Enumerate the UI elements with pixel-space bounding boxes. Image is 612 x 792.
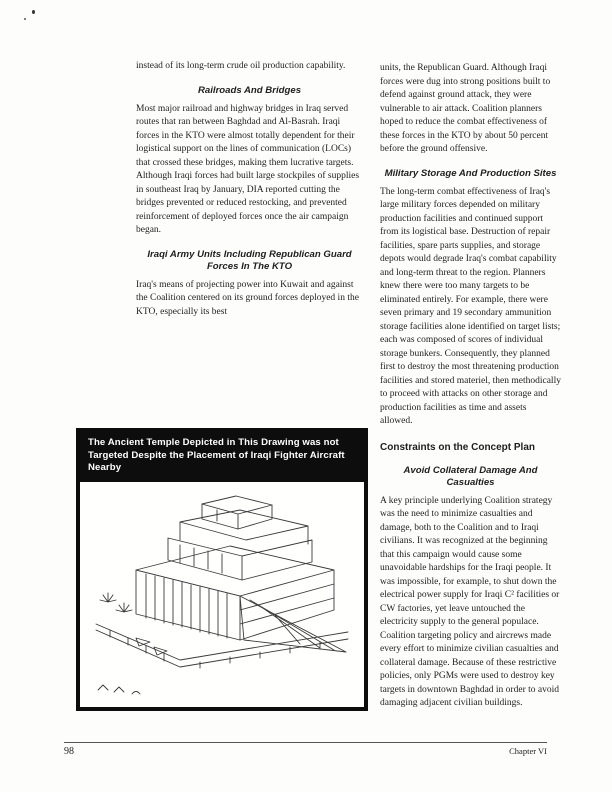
- section-heading-constraints: Constraints on the Concept Plan: [380, 441, 536, 453]
- temple-sketch-svg: [84, 488, 360, 703]
- paragraph-avoid-collateral: A key principle underlying Coalition strategy was the need to minimize casualties and damage, both to the Coalition and to Iraqi civilians. It was recognized at the beginning that this campaign would cause some unavoidable hardships for the Iraqi people. It was impossible, for example, to shut down the electrical power supply for Iraqi C² facilities or CW factories, yet leave untouched the electricity supply to the general populace. Coalition targeting policy and aircrews made every effort to minimize civilian casualties and collateral damage. Because of these restrictive policies, only PGMs were used to destroy key targets in downtown Baghdad in order to avoid damaging adjacent civilian buildings.: [380, 495, 560, 708]
- temple-drawing: [80, 482, 364, 707]
- page-footer: [64, 742, 547, 757]
- left-column: [136, 60, 363, 321]
- temple-figure: [76, 428, 368, 711]
- scan-speck: [32, 10, 35, 14]
- section-heading-iraqi-army-units: Iraqi Army Units Including Republican Guard Forces In The KTO: [147, 248, 352, 272]
- paragraph-military-storage: The long-term combat effectiveness of Iraq's large military forces depended on military production facilities and continued support from its logistical base. Destruction of repair facilities, spare parts supplies, and storage depots would degrade Iraq's combat capability and long-term threat to the region. Planners knew there were too many targets to be eliminated entirely. For example, there were seven primary and 19 secondary ammunition storage facilities alone identified on target lists; each was composed of scores of individual storage bunkers. Consequently, they planned first to destroy the most threatening production facilities and stored materiel, then methodically to proceed with attacks on other storage and production facilities as time and assets allowed.: [380, 186, 561, 426]
- page-number: 98: [64, 746, 74, 757]
- paragraph-continuation: units, the Republican Guard. Although Iraqi forces were dug into strong positions built to defend against ground attack, they were vulnerable to air attack. Coalition planners hoped to reduce the combat effectiveness of these forces in the KTO by about 50 percent before the ground offensive.: [380, 63, 551, 154]
- section-heading-avoid-collateral: Avoid Collateral Damage And Casualties: [403, 464, 538, 488]
- paragraph-continuation: instead of its long-term crude oil production capability.: [136, 61, 346, 71]
- section-heading-military-storage: Military Storage And Production Sites: [384, 167, 557, 179]
- paragraph-iraqi-army-units: Iraq's means of projecting power into Kuwait and against the Coalition centered on its ground forces deployed in the KTO, especially its best: [136, 279, 359, 317]
- section-heading-railroads-and-bridges: Railroads And Bridges: [197, 84, 302, 96]
- paragraph-railroads-and-bridges: Most major railroad and highway bridges in Iraq served routes that ran between Baghdad and Al-Basrah. Iraqi forces in the KTO were almost totally dependent for their logistical support on the lines of communication (LOCs) that crossed these bridges, making them lucrative targets. Although Iraqi forces had built large stockpiles of supplies in southeast Iraq by January, DIA reported cutting the bridges prevented or reduced restocking, and prevented reinforcement of deployed forces once the air campaign began.: [136, 103, 360, 235]
- scan-speck: [24, 18, 26, 20]
- chapter-label: Chapter VI: [509, 746, 547, 756]
- right-column: [380, 62, 561, 713]
- figure-caption: The Ancient Temple Depicted in This Drawing was not Targeted Despite the Placement of Iraqi Fighter Aircraft Nearby: [80, 432, 364, 482]
